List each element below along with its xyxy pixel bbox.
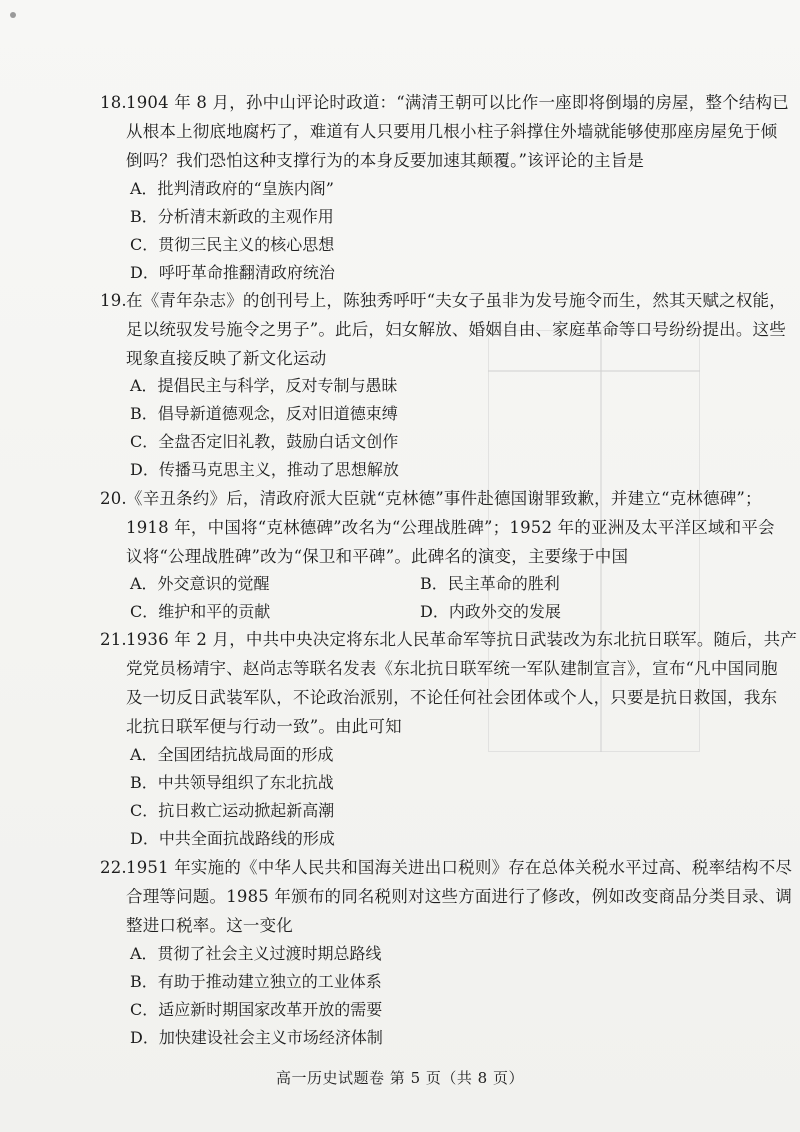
question-number: 22. <box>100 858 127 877</box>
scan-dot <box>10 12 16 18</box>
question-stem-line: 1951 年实施的《中华人民共和国海关进出口税则》存在总体关税水平过高、税率结构不尽 <box>126 858 793 877</box>
option-c: C．维护和平的贡献 <box>130 602 271 621</box>
question-stem-line: 足以统驭发号施令之男子”。此后，妇女解放、婚姻自由、家庭革命等口号纷纷提出。这些 <box>126 320 786 339</box>
option-c: C．抗日救亡运动掀起新高潮 <box>130 801 335 820</box>
option-c: C．全盘否定旧礼教，鼓励白话文创作 <box>130 432 399 451</box>
option-a: A．贯彻了社会主义过渡时期总路线 <box>130 944 382 963</box>
question-stem-line: 倒吗？我们恐怕这种支撑行为的本身反要加速其颠覆。”该评论的主旨是 <box>126 151 645 170</box>
option-a: A．提倡民主与科学，反对专制与愚昧 <box>130 376 398 395</box>
question-stem-line: 北抗日联军便与行动一致”。由此可知 <box>126 717 402 736</box>
question-number: 20. <box>100 489 127 508</box>
page-footer: 高一历史试题卷 第 5 页（共 8 页） <box>276 1069 524 1087</box>
option-b: B．分析清末新政的主观作用 <box>130 207 334 226</box>
question-stem-line: 及一切反日武装军队，不论政治派别，不论任何社会团体或个人，只要是抗日救国，我东 <box>126 688 778 707</box>
option-d: D．传播马克思主义，推动了思想解放 <box>130 460 399 479</box>
option-b: B．中共领导组织了东北抗战 <box>130 773 334 792</box>
question-number: 21. <box>100 630 127 649</box>
option-b: B．有助于推动建立独立的工业体系 <box>130 972 382 991</box>
question-stem-line: 党党员杨靖宇、赵尚志等联名发表《东北抗日联军统一军队建制宣言》，宣布“凡中国同胞 <box>126 659 778 678</box>
option-d: D．加快建设社会主义市场经济体制 <box>130 1028 383 1047</box>
question-stem-line: 1904 年 8 月，孙中山评论时政道：“满清王朝可以比作一座即将倒塌的房屋，整个结构已 <box>126 93 789 112</box>
option-d: D．内政外交的发展 <box>420 602 561 621</box>
option-a: A．外交意识的觉醒 <box>130 574 270 593</box>
option-c: C．适应新时期国家改革开放的需要 <box>130 1000 383 1019</box>
option-b: B．倡导新道德观念，反对旧道德束缚 <box>130 404 398 423</box>
question-stem-line: 从根本上彻底地腐朽了，难道有人只要用几根小柱子斜撑住外墙就能够使那座房屋免于倾 <box>126 122 778 141</box>
option-a: A．批判清政府的“皇族内阁” <box>130 179 334 198</box>
option-d: D．呼吁革命推翻清政府统治 <box>130 263 335 282</box>
question-stem-line: 1918 年，中国将“克林德碑”改名为“公理战胜碑”；1952 年的亚洲及太平洋区域和平会 <box>126 518 775 537</box>
question-number: 19. <box>100 291 127 310</box>
option-a: A．全国团结抗战局面的形成 <box>130 745 334 764</box>
bleed-through-rule <box>488 370 700 372</box>
question-stem-line: 在《青年杂志》的创刊号上，陈独秀呼吁“夫女子虽非为发号施令而生，然其天赋之权能， <box>126 291 786 310</box>
question-stem-line: 整进口税率。这一变化 <box>126 916 293 935</box>
question-stem-line: 合理等问题。1985 年颁布的同名税则对这些方面进行了修改，例如改变商品分类目录、调 <box>126 887 793 906</box>
option-d: D．中共全面抗战路线的形成 <box>130 829 335 848</box>
question-stem-line: 议将“公理战胜碑”改为“保卫和平碑”。此碑名的演变，主要缘于中国 <box>126 547 629 566</box>
question-stem-line: 现象直接反映了新文化运动 <box>126 349 327 368</box>
option-c: C．贯彻三民主义的核心思想 <box>130 235 335 254</box>
question-number: 18. <box>100 93 127 112</box>
option-b: B．民主革命的胜利 <box>420 574 560 593</box>
question-stem-line: 《辛丑条约》后，清政府派大臣就“克林德”事件赴德国谢罪致歉，并建立“克林德碑”； <box>126 489 762 508</box>
question-stem-line: 1936 年 2 月，中共中央决定将东北人民革命军等抗日武装改为东北抗日联军。随后，共产 <box>126 630 798 649</box>
